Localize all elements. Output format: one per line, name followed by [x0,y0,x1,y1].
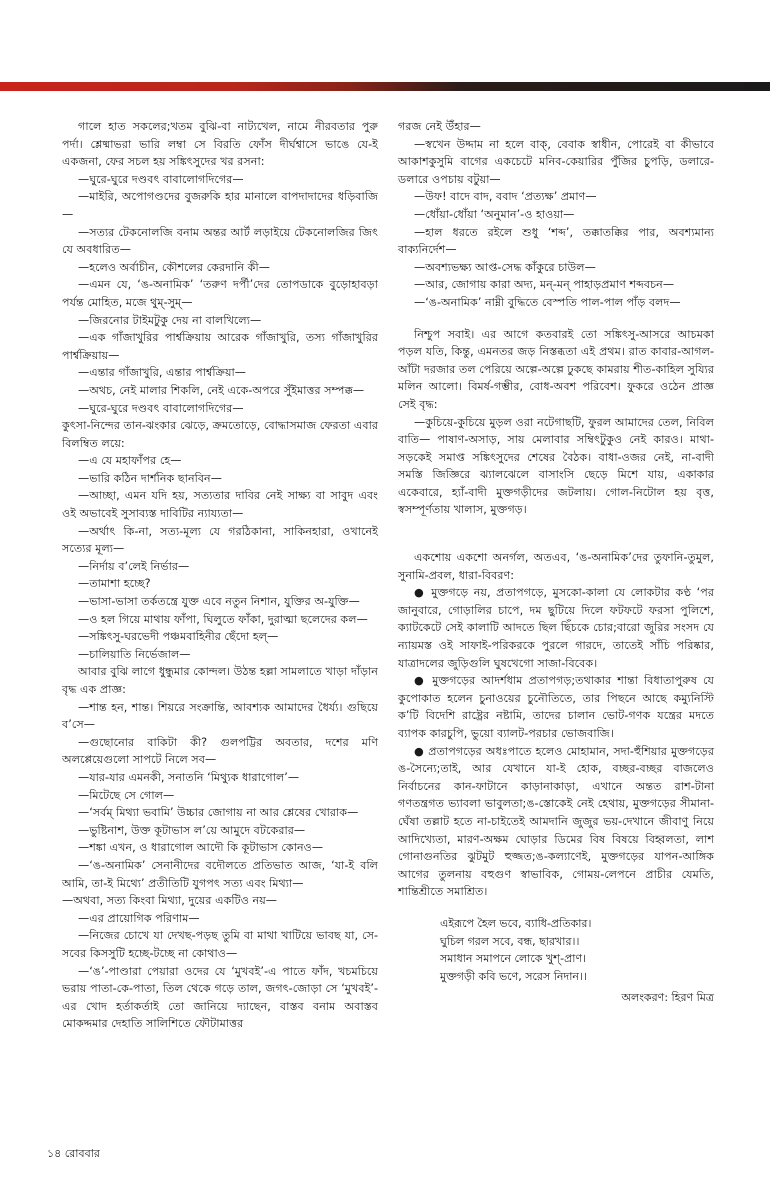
dialogue-line: —সঙ্কিৎসু-ঘরভেদী পঞ্চমবাহিনীর ছেঁদো হল্— [78,630,279,644]
dialogue-line: —এন্তার গাঁজাখুরি, এন্তার পার্শ্বক্রিয়া— [78,366,246,380]
paragraph: আবার বুঝি লাগে ধুন্ধুমার কোন্দল। উঠন্ত হল্লা সামলাতে খাড়া দাঁড়ান বৃদ্ধ এক প্রাজ্ঞ: [62,665,378,696]
dialogue-line: —জিরনোর টাইমটুকু দেয় না বালখিল্যে— [78,313,262,327]
dialogue-line: —যার-যার এমনকী, সনাতনি ‘মিথ্যুক ধারাগোল’— [78,770,300,784]
dialogue-line: —শঙ্কা এখন, ও ধারাগোল আদৌ কি কূটাভাস কোনও— [78,841,324,855]
dialogue-line: —অবশ্যভক্ষ্য আপ্ত-সেদ্ধ কাঁকুরে চাউল— [414,260,596,274]
dialogue-line: —এক গাঁজাখুরির পার্শ্বক্রিয়ায় আরেক গাঁজাখুরি, তস্য গাঁজাখুরির পার্শ্বক্রিয়ায়— [62,331,378,362]
section-gap [398,312,714,326]
dialogue-line: —এ যে মহাফাঁপর হে— [78,454,182,468]
paragraph: গরজ নেই উঁহার— [398,120,481,133]
section-gap [398,901,714,915]
dialogue-line: —চালিয়াতি নির্ভেজাল— [78,647,191,661]
paragraph: নিশ্চুপ সবাই। এর আগে কতবারই তো সঙ্কিৎসু-আসরে আচমকা পড়ল যতি, কিন্তু, এমনতর জড় নিস্তব্ধতা এই প্রথম। রাত কাবার-আগল-আঁটা দরজার তল পেরিয়ে অল্পে-অল্পে ঢুকছে কামরায় শীত-কাহিল সুয্যির মলিন আলো। বিমর্ষ-গম্ভীর, বোধ-অবশ পরিবেশ। ফুকরে ওঠেন প্রাজ্ঞ সেই বৃদ্ধ: [398,327,714,411]
closing-verse [440,915,714,985]
paragraph: একশোয় একশো অনর্গল, অতএব, ‘ঙ-অনামিক’দের তুফানি-তুমুল, সুনামি-প্রবল, ধারা-বিবরণ: [398,551,714,582]
verse-line: ঘুচিল গরল সবে, বন্ধ, ছারখার।। [440,934,580,948]
dialogue-line: —ভারি কঠিন দার্শনিক ছানবিন— [78,471,222,485]
bullet-item: ● মুক্তগড়ের আদর্শধাম প্রতাপগড়;তথাকার শান্তা বিধাতাপুরুষ যে কুপোকাত হলেন চুনাওয়ের চুনৌতিতে, তার পিছনে আছে কম্যুনিস্টি ক’টি বিদেশি রাষ্ট্রের নষ্টামি, তাদের চালান ভোট-গণক যন্ত্রের মদতে ব্যাপক কারচুপি, ভুয়ো ব্যালট-পরচার ভোজবাজি। [398,674,714,740]
dialogue-line: —স্বখেন উদ্দাম না হলে বাক্, বেবাক স্বাধীন, পোরেই বা কীভাবে আকাশকুসুমি বাগের একচেটে মনিব-কেয়ারির পুঁজির চুপড়ি, ডলারে-ডলারে ওপচায় বটুয়া— [398,137,714,186]
dialogue-line: —কুচিয়ে-কুচিয়ে মুড়ল ওরা নটেগাছটি, ফুরল আমাদের তেল, নিবিল বাতি— পাষাণ-অসাড়, সায় মেলাবার সম্বিৎটুকুও নেই কারও। মাথা-সড়কেই সমাপ্ত সঙ্কিৎসুদের শেষের বৈঠক। বাধা-ওজর নেই, না-বাদী সমস্তি জিজ্ঞিরে ঝ্যালঝেলে বাসাংসি ছেড়ে মিশে যায়, একাকার একেবারে, হ্যাঁ-বাদী মুক্তগড়ীদের জটলায়। গোল-নিটোল হয় বৃত্ত, স্বসম্পূর্ণতায় খালাস, মুক্তগড়। [398,415,714,517]
dialogue-line: —‘ঙ-অনামিক’ নাম্নী বুদ্ধিতে বেস্পতি পাল-পাল পাঁড় বলদ— [414,295,681,309]
dialogue-line: —এমন যে, ‘ঙ-অনামিক’ ‘তরুণ দর্পী’দের তোপডাকে বুড়োহাবড়া পর্যন্ত মোহিত, মজে থুম্-সুম্— [62,278,378,309]
page-folio: ১৪ রোববার [47,1147,100,1160]
dialogue-line: —শান্ত হন, শান্ত। শিয়রে সংক্রান্তি, আবশ্যক আমাদের ধৈর্য্য। গুছিয়ে ব’সে— [62,700,378,732]
dialogue-line: —তামাশা হচ্ছে? [78,577,151,591]
dialogue-line: —মাইরি, অপোগণ্ডদের বুজরুকি হার মানালে বাপদাদাদের ধড়িবাজি— [62,190,378,221]
paragraph: গালে হাত সকলের;খতম বুঝি-বা নাট্যখেল, নামে নীরবতার পুরু পর্দা। শ্লেষ্মাভরা ভারি লম্বা সে বিরতি ফোঁস দীর্ঘশ্বাসে ভাঙে যে-ই একজনা, ফের সচল হয় সঙ্কিৎসুদের খর রসনা: [62,120,378,169]
dialogue-line: —অর্থাৎ কি-না, সত্য-মূল্য যে গরঠিকানা, সাকিনহারা, ওখানেই সত্যের মূল্য— [62,524,378,556]
dialogue-line: —ভাসা-ভাসা তর্কতন্ত্রে যুক্ত এবে নতুন নিশান, যুক্তির অ-যুক্তি— [78,595,360,609]
verse-line: সমাধান সমাপনে লোকে খুশ্-প্রাণ। [440,952,587,966]
header-color-bar [0,82,770,91]
bullet-item: ● মুক্তগড়ে নয়, প্রতাপগড়ে, মুসকো-কালা যে লোকটার কণ্ঠ ‘পর জানুবারে, গোড়ালির চাপে, দম ছুটিয়ে দিলে ফটফটে ফরসা পুলিশে, ক্যাটকেটে সেই কালাটি আদতে ছিল ছিঁচকে চোর;বারো জুরির সংসদ যে ন্যায়মস্ত ওই সাফাই-পরিকরকে পুরলে গারদে, তাতেই সাঁচি পরিষ্কার, যাত্রাদলের জুড়িগুলি ঘুষখেগো সাজা-বিবেক। [398,586,714,670]
dialogue-line: —‘সর্বম্ মিথ্যা ভবামি’ উচ্চার জোগায় না আর শ্লেষের খোরাক— [78,806,359,820]
verse-line: এইরূপে হৈল ভবে, ব্যাধি-প্রতিকার। [440,916,592,930]
dialogue-line: —মিটেছে সে গোল— [78,788,175,802]
dialogue-line: —আর, জোগায় কারা অদ্য, মন্-মন্ পাহাড়প্রমাণ শব্দবচন— [414,278,675,292]
bullet-item: ● প্রতাপগড়ের অধঃপাতে হলেও মোহামান, সদা-হুঁশিয়ার মুক্তগড়ের ঙ-সৈন্যে;তাই, আর যেখানে যা-ই হোক, বচ্ছর-বচ্ছর বাজলেও নির্বাচনের কান-ফাটানে কাড়ানাকাড়া, এখানে অন্তত রাশ-টানা গণতন্ত্রগত ভ্যাবলা ভাবুলতা;ঙ-স্তোকেই নেই হেথায়, মুক্তগড়ের সীমানা-ঘেঁষা তল্লাট হতে না-চাইতেই আমদানি জুজুর ভয়-দেখানে জীবাণু নিয়ে আদিখ্যেতা, মারণ-অক্ষম ঘোড়ার ডিমের বিষ বিষয়ে বিহ্বলতা, লাশ গোনাগুনতির ঝুটমুট হুজ্জত;ঙ-কল্যাণেই, মুক্তগড়ের যাপন-আঙ্গিক আগের তুলনায় বহুগুণ স্বাভাবিক, গোময়-লেপনে প্রাচীর যেমতি, শান্তিশ্রীতে সমাশ্রিত। [398,744,714,899]
right-column [398,118,714,1007]
dialogue-line: —ধোঁয়া-ধোঁয়া ‘অনুমান’-ও হাওয়া— [414,207,575,221]
illustration-credit: অলংকরণ: হিরণ মিত্র [621,991,714,1005]
dialogue-line: —নিজের চোখে যা দেখছ-পড়ছ তুমি বা মাথা খাটিয়ে ভাবছ যা, সে-সবের কিসসুটি হচ্ছে-টচ্ছে না কোথাও— [62,929,378,960]
dialogue-line: —‘ঙ’-পাণ্ডারা পেয়ারা ওদের যে ‘মুখবই’-এ পাতে ফাঁদ, খচমচিয়ে ভরায় পাতা-কে-পাতা, তিল থেকে গড়ে তাল, জগৎ-জোড়া সে ‘মুখবই’-এর খোদ হর্তাকর্তাই তো জানিয়ে দ্যাছেন, বাস্তব বনাম অবাস্তব মোকদ্দমার দেহাতি সালিশিতে ফৌটামাত্তর [62,964,378,1031]
dialogue-line: —‘ঙ-অনামিক’ সেনানীদের বদৌলতে প্রতিভাত আজ, ‘যা-ই বলি আমি, তা-ই মিথ্যে’ প্রতীতিটি যুগপৎ সত্য এবং মিথ্যা— [62,858,378,890]
section-gap [398,519,714,549]
dialogue-line: —অথচ, নেই মালার শিকলি, নেই একে-অপরে সুঁইমাত্তর সম্পক্ক— [78,383,365,397]
dialogue-line: —গুছোনোর বাকিটা কী? গুলপট্টির অবতার, দশের মণি অলপ্পেয়েগুলো সাপটে নিলে সব— [62,735,378,767]
verse-line: মুক্তগড়ী কবি ভণে, সরেস নিদান।। [440,969,587,983]
dialogue-line: —ভুষ্টিনাশ, উক্ত কূটাভাস ল’য়ে আমুদে বটকেরার— [78,823,306,837]
dialogue-line: —ঘুরে-ঘুরে দণ্ডবৎ বাবালোগদিগের— [78,172,244,186]
dialogue-line: —ও হল গিয়ে মাথায় ফাঁপা, ঘিলুতে ফাঁকা, দুরাত্মা ছলেদের কল— [78,612,368,626]
dialogue-line: —হাল ধরতে রইলে শুধু ‘শব্দ’, তক্কাতক্কির পার, অবশ্যমান্য বাক্যনির্দেশ— [398,225,714,257]
dialogue-line: —এর প্রায়োগিক পরিণাম— [78,911,200,925]
dialogue-line: —হলেও অর্বাচীন, কৌশলের কেরদানি কী— [78,260,270,274]
dialogue-line: —নির্দায় ব’লেই নির্ভার— [78,559,190,573]
dialogue-line: —ঘুরে-ঘুরে দণ্ডবৎ বাবালোগদিগের— [78,401,244,415]
dialogue-line: —সত্যর টেকনোলজি বনাম অন্তর আর্ট লড়াইয়ে টেকনোলজির জিৎ যে অবধারিত— [62,225,378,257]
left-column [62,118,378,1033]
dialogue-line: —অথবা, সত্য কিংবা মিথ্যা, দুয়ের একটিও নয়— [62,894,277,908]
top-margin [0,0,770,82]
paragraph: কুৎসা-নিন্দের তান-ঝংকার ঝেড়ে, ক্রমতোড়ে, বোদ্ধাসমাজ ফেরতা এবার বিলম্বিত লয়ে: [62,419,378,450]
dialogue-line: —উফ! বাদে বাদ, ববাদ ‘প্রত্যক্ষ’ প্রমাণ— [414,190,597,204]
dialogue-line: —আচ্ছা, এমন যদি হয়, সত্যতার দাবির নেই সাক্ষ্য বা সাবুদ এবং ওই অভাবেই সুসাব্যস্ত দাবিটির ন্যায্যতা— [62,489,378,521]
